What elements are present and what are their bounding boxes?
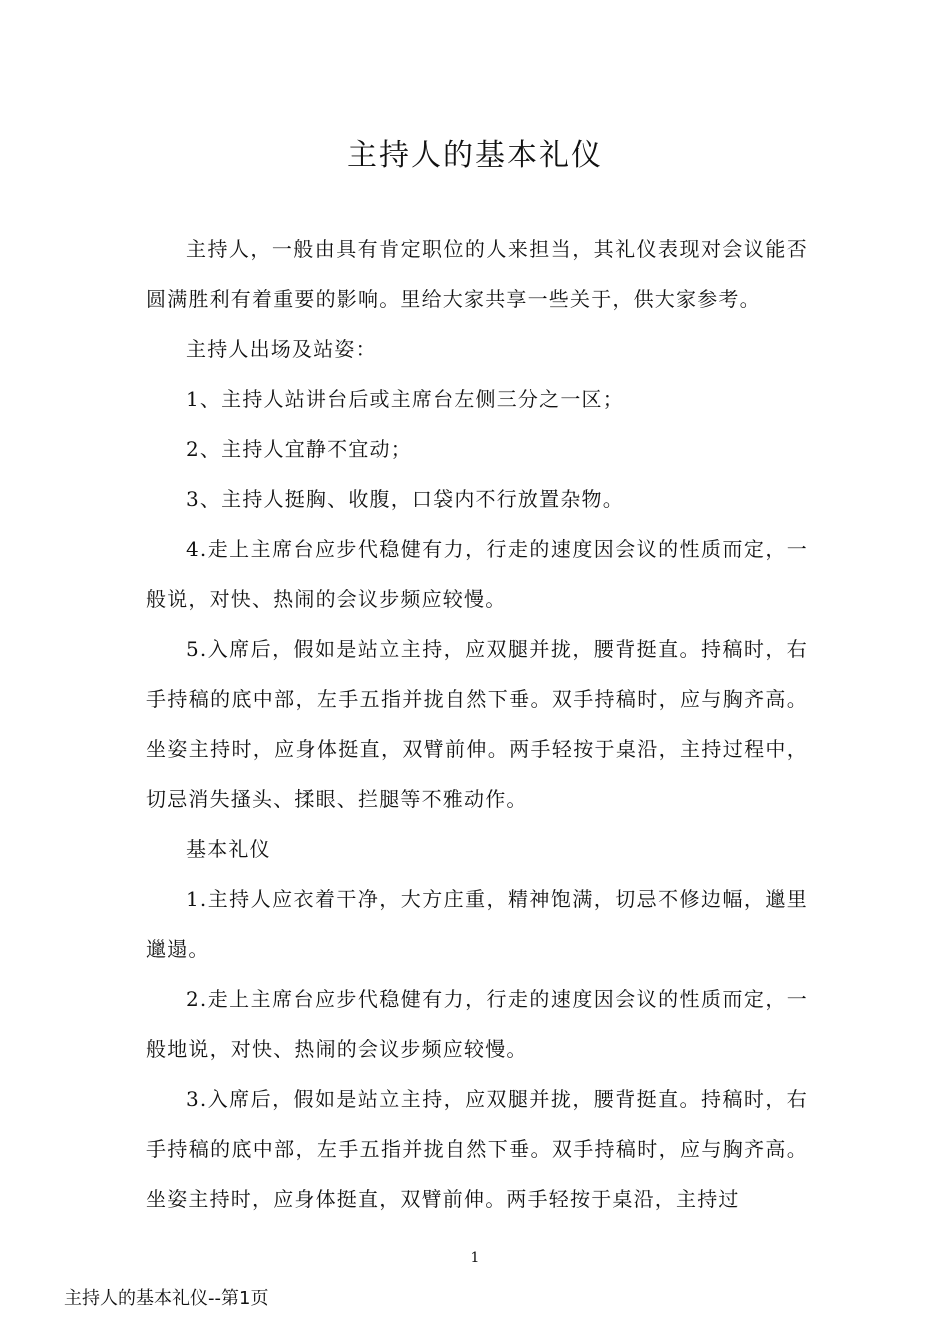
page-number: 1 xyxy=(470,1250,480,1266)
paragraph-item: 2.走上主席台应步代稳健有力，行走的速度因会议的性质而定，一般地说，对快、热闹的会议步频应较慢。 xyxy=(146,987,808,1061)
paragraph-heading-appearance: 主持人出场及站姿： xyxy=(186,337,377,361)
paragraph-intro: 主持人，一般由具有肯定职位的人来担当，其礼仪表现对会议能否圆满胜利有着重要的影响。里给大家共享一些关于，供大家参考。 xyxy=(146,237,808,311)
paragraph-heading-basic-etiquette: 基本礼仪 xyxy=(186,837,271,861)
document-title: 主持人的基本礼仪 xyxy=(347,138,603,173)
paragraph-item: 1、主持人站讲台后或主席台左侧三分之一区； xyxy=(186,387,624,411)
paragraph-item: 4.走上主席台应步代稳健有力，行走的速度因会议的性质而定，一般说，对快、热闹的会议步频应较慢。 xyxy=(146,537,808,611)
paragraph-item: 2、主持人宜静不宜动； xyxy=(186,437,412,461)
paragraph-item: 3.入席后，假如是站立主持，应双腿并拢，腰背挺直。持稿时，右手持稿的底中部，左手五指并拢自然下垂。双手持稿时，应与胸齐高。坐姿主持时，应身体挺直，双臂前伸。两手轻按于桌沿，主持过 xyxy=(146,1087,808,1211)
page-footer: 主持人的基本礼仪--第1页 xyxy=(64,1288,269,1309)
paragraph-item: 1.主持人应衣着干净，大方庄重，精神饱满，切忌不修边幅，邋里邋遢。 xyxy=(146,887,808,961)
paragraph-item: 5.入席后，假如是站立主持，应双腿并拢，腰背挺直。持稿时，右手持稿的底中部，左手五指并拢自然下垂。双手持稿时，应与胸齐高。坐姿主持时，应身体挺直，双臂前伸。两手轻按于桌沿，主持过程中，切忌消失搔头、揉眼、拦腿等不雅动作。 xyxy=(146,637,808,811)
document-body xyxy=(146,224,808,1224)
paragraph-item: 3、主持人挺胸、收腹，口袋内不行放置杂物。 xyxy=(186,487,624,511)
